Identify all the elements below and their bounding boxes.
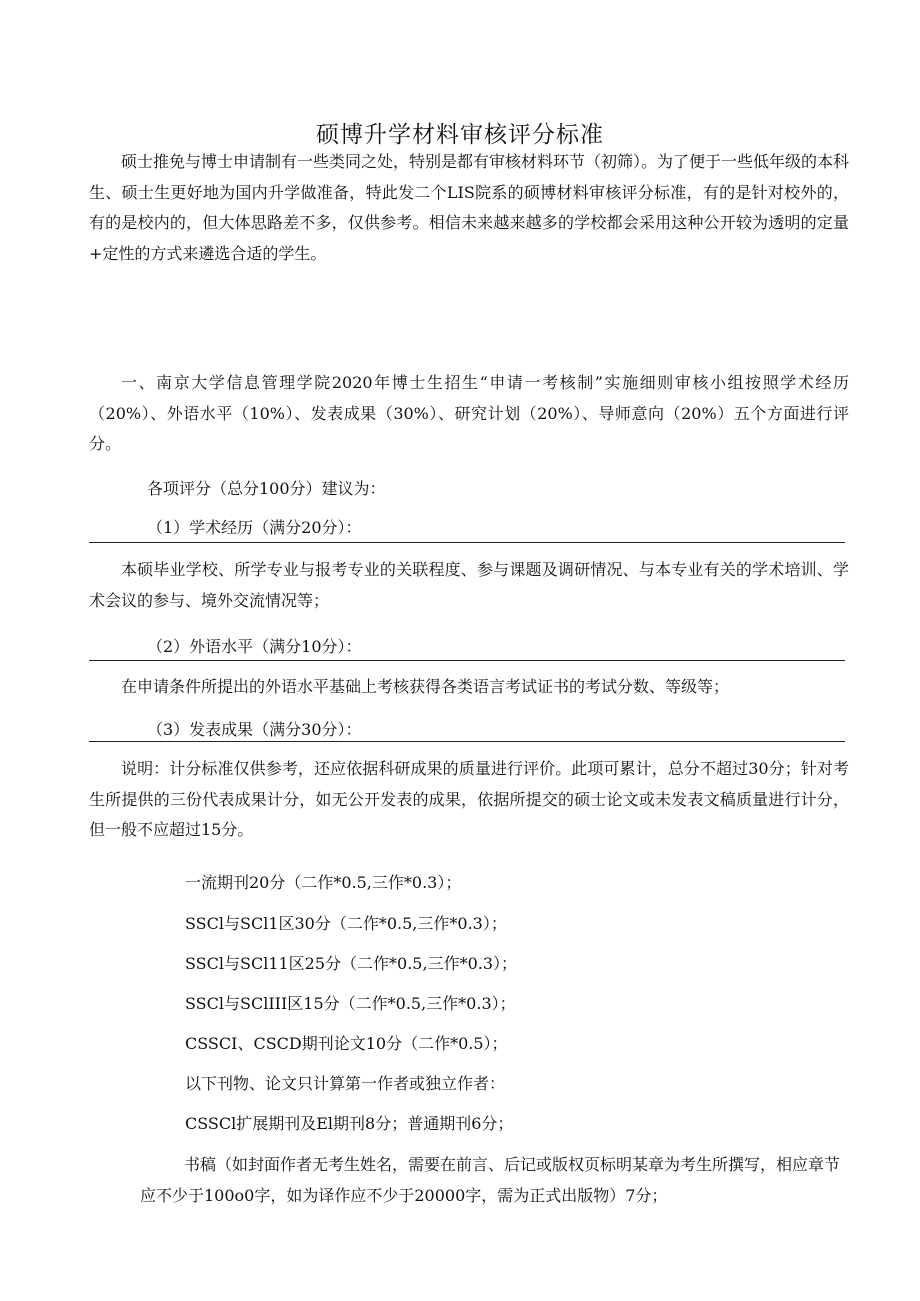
item1-desc: 本硕毕业学校、所学专业与报考专业的关联程度、参与课题及调研情况、与本专业有关的学术培训、学术会议的参与、境外交流情况等；: [89, 560, 849, 610]
score-line-zone1: SSCl与SCl1区30分（二作*0.5,三作*0.3）；: [185, 914, 507, 933]
item2-desc: 在申请条件所提出的外语水平基础上考核获得各类语言考试证书的考试分数、等级等；: [121, 677, 730, 696]
item2-divider: [89, 660, 845, 661]
score-line-top-journal: 一流期刊20分（二作*0.5,三作*0.3）；: [185, 873, 462, 892]
item1-heading: （1）学术经历（满分20分）：: [147, 518, 362, 537]
score-line-cssci: CSSCI、CSCD期刊论文10分（二作*0.5）；: [185, 1034, 508, 1053]
score-line-first-author-note: 以下刊物、论文只计算第一作者或独立作者：: [185, 1074, 506, 1093]
intro-paragraph: 硕士推免与博士申请制有一些类同之处，特别是都有审核材料环节（初筛）。为了便于一些低年级的本科生、硕士生更好地为国内升学做准备，特此发二个LIS院系的硕博材料审核评分标准，有的是针对校外的，有的是校内的，但大体思路差不多，仅供参考。相信未来越来越多的学校都会采用这种公开较为透明的定量+定性的方式来遴选合适的学生。: [89, 152, 850, 263]
section1-heading: 一、南京大学信息管理学院2020年博士生招生“申请一考核制”实施细则审核小组按照学术经历（20%）、外语水平（10%）、发表成果（30%）、研究计划（20%）、导师意向（20%）五个方面进行评分。: [89, 373, 849, 453]
score-line-zone2: SSCl与SCl11区25分（二作*0.5,三作*0.3）；: [185, 954, 518, 973]
item2-heading: （2）外语水平（满分10分）：: [147, 637, 362, 656]
score-note: 各项评分（总分100分）建议为：: [147, 479, 386, 498]
item1-divider: [89, 542, 845, 543]
book-score-paragraph: 书稿（如封面作者无考生姓名，需要在前言、后记或版权页标明某章为考生所撰写，相应章节应不少于100o0字，如为译作应不少于20000字，需为正式出版物）7分；: [140, 1155, 841, 1205]
item3-divider: [89, 741, 845, 742]
item3-desc: 说明：计分标准仅供参考，还应依据科研成果的质量进行评价。此项可累计，总分不超过30分；针对考生所提供的三份代表成果计分，如无公开发表的成果，依据所提交的硕士论文或未发表文稿质量进行计分，但一般不应超过15分。: [89, 759, 849, 839]
item3-heading: （3）发表成果（满分30分）：: [147, 720, 362, 739]
score-line-zone3: SSCl与SClIII区15分（二作*0.5,三作*0.3）；: [185, 994, 516, 1013]
page-title: 硕博升学材料审核评分标准: [316, 122, 604, 148]
score-line-extended: CSSCl扩展期刊及El期刊8分；普通期刊6分；: [185, 1114, 514, 1133]
